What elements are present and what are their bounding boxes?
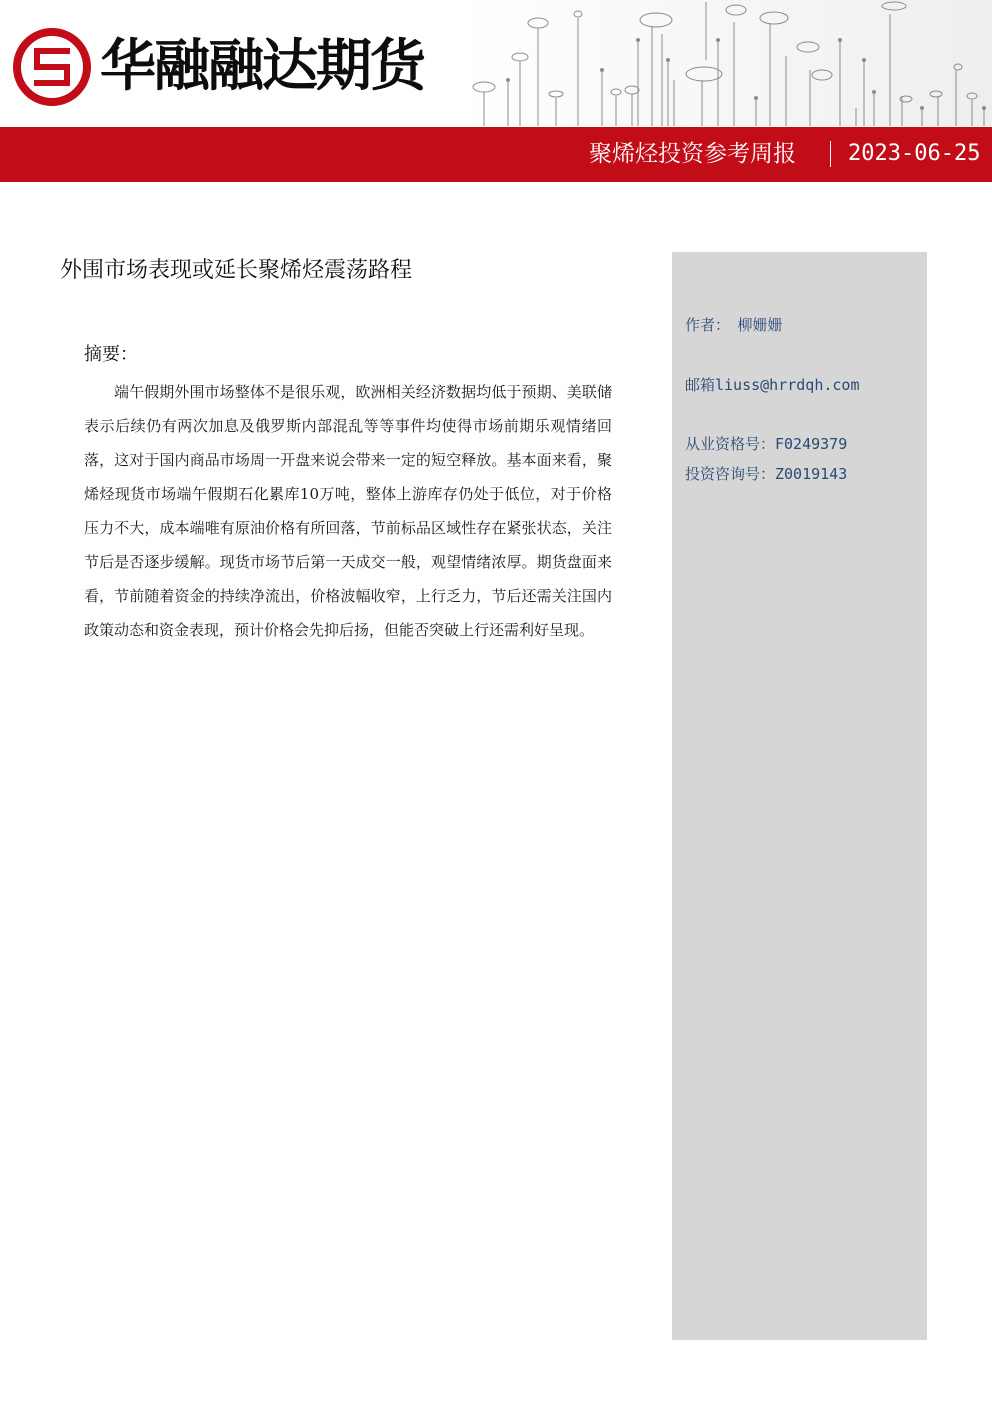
report-date: 2023-06-25 <box>848 141 981 166</box>
abstract-body: 端午假期外围市场整体不是很乐观，欧洲相关经济数据均低于预期、美联储表示后续仍有两次加息及俄罗斯内部混乱等等事件均使得市场前期乐观情绪回落，这对于国内商品市场周一开盘来说会带来一定的短空释放。基本面来看，聚烯烃现货市场端午假期石化累库10万吨，整体上游库存仍处于低位，对于价格压力不大，成本端唯有原油价格有所回落，节前标品区域性存在紧张状态，关注节后是否逐步缓解。现货市场节后第一天成交一般，观望情绪浓厚。期货盘面来看，节前随着资金的持续净流出，价格波幅收窄，上行乏力，节后还需关注国内政策动态和资金表现，预计价格会先抑后扬，但能否突破上行还需利好呈现。 <box>84 383 612 639</box>
header-separator <box>830 141 831 167</box>
company-name: 华融融达期货 <box>100 34 424 99</box>
header-red-band <box>0 127 992 182</box>
article-title: 外围市场表现或延长聚烯烃震荡路程 <box>60 258 413 283</box>
company-logo-icon <box>12 27 92 107</box>
header-logo-area <box>0 0 456 128</box>
author-sidebar <box>672 252 927 1340</box>
header-decoration <box>456 0 992 128</box>
consulting-number: 投资咨询号：Z0019143 <box>685 465 848 483</box>
abstract-heading: 摘要： <box>84 344 138 365</box>
report-type-title: 聚烯烃投资参考周报 <box>589 141 796 167</box>
author-email: 邮箱liuss@hrrdqh.com <box>685 376 860 394</box>
qualification-number: 从业资格号：F0249379 <box>685 435 848 453</box>
author-name: 作者： 柳姗姗 <box>685 316 783 334</box>
